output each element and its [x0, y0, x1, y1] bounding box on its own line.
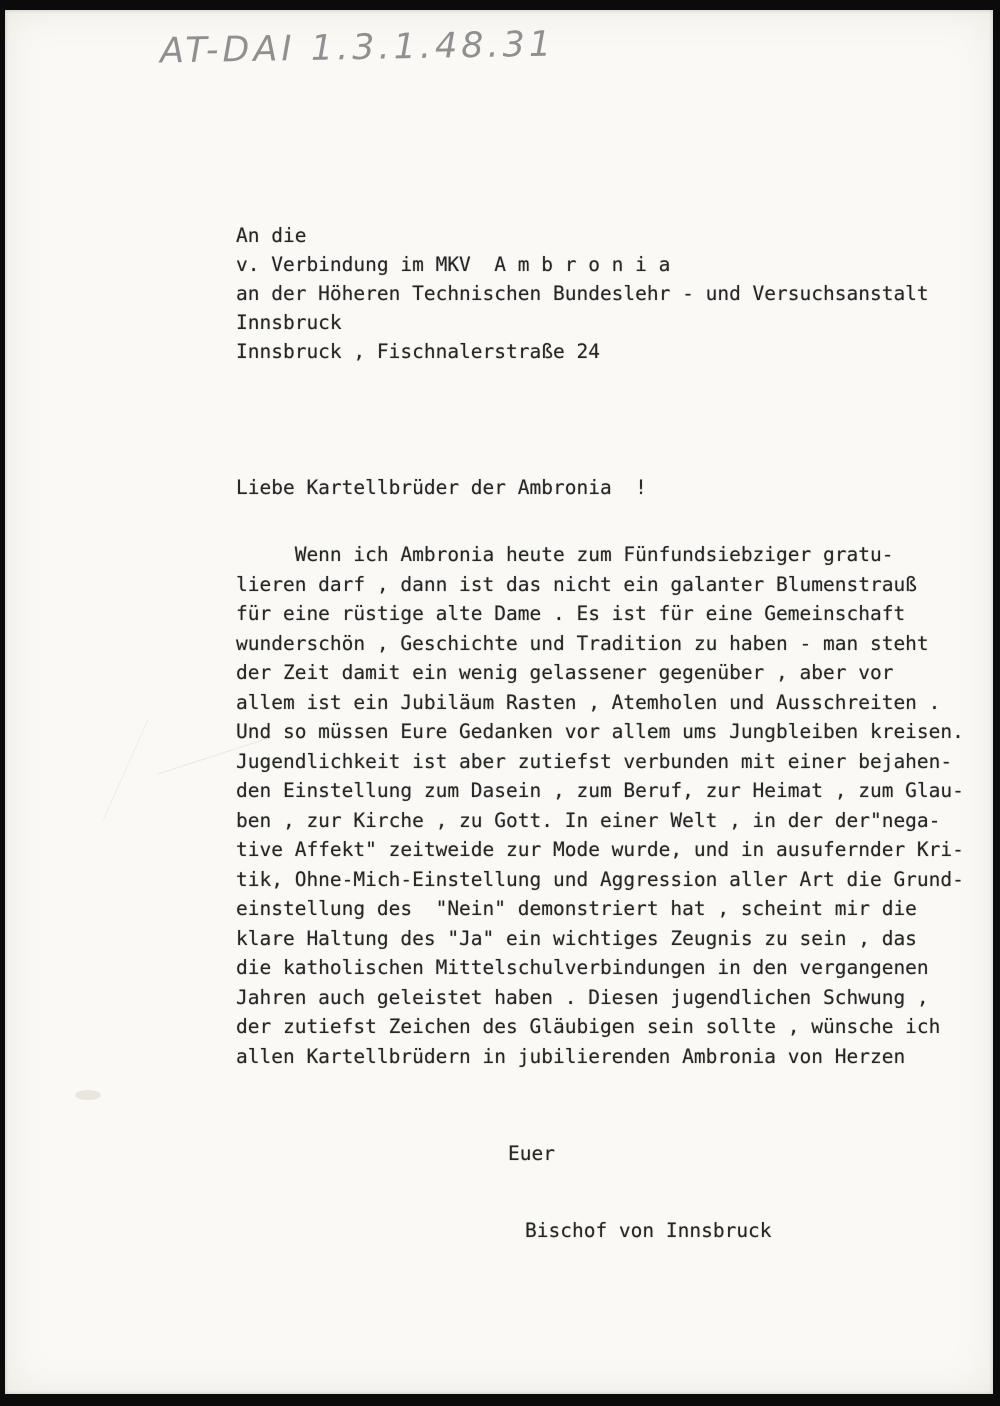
closing-line: Euer [508, 1142, 555, 1165]
body-line: ben , zur Kirche , zu Gott. In einer Welt , in der der"nega- [236, 808, 941, 832]
recipient-line: an der Höheren Technischen Bundeslehr - und Versuchsanstalt [236, 282, 929, 305]
body-line: wunderschön , Geschichte und Tradition zu haben - man steht [236, 631, 929, 655]
body-line: der zutiefst Zeichen des Gläubigen sein sollte , wünsche ich [236, 1015, 941, 1038]
scan-scratch-artifact [103, 720, 149, 821]
body-line: Und so müssen Eure Gedanken vor allem ums Jungbleiben kreisen. [236, 720, 964, 743]
letter-body [236, 540, 964, 1071]
recipient-line: Innsbruck , Fischnalerstraße 24 [236, 340, 600, 363]
body-line: Wenn ich Ambronia heute zum Fünfundsiebziger gratu- [236, 543, 894, 566]
archive-reference-annotation: AT-DAI 1.3.1.48.31 [159, 24, 556, 72]
body-line: Jugendlichkeit ist aber zutiefst verbunden mit einer bejahen- [236, 749, 953, 773]
body-line: lieren darf , dann ist das nicht ein galanter Blumenstrauß [236, 572, 917, 596]
paper-sheet [5, 10, 993, 1394]
body-line: einstellung des "Nein" demonstriert hat , scheint mir die [236, 897, 917, 920]
recipient-address-block [236, 221, 929, 366]
body-line: allem ist ein Jubiläum Rasten , Atemholen und Ausschreiten . [236, 690, 941, 714]
body-line: tik, Ohne-Mich-Einstellung und Aggression aller Art die Grund- [236, 867, 964, 891]
scan-smudge-artifact [75, 1090, 101, 1100]
body-line: der Zeit damit ein wenig gelassener gegenüber , aber vor [236, 661, 894, 684]
body-line: Jahren auch geleistet haben . Diesen jugendlichen Schwung , [236, 985, 929, 1009]
recipient-line: An die [236, 224, 307, 247]
body-line: klare Haltung des "Ja" ein wichtiges Zeugnis zu sein , das [236, 926, 917, 950]
body-line: den Einstellung zum Dasein , zum Beruf, zur Heimat , zum Glau- [236, 779, 964, 802]
body-line: für eine rüstige alte Dame . Es ist für eine Gemeinschaft [236, 602, 906, 625]
recipient-line: v. Verbindung im MKV A m b r o n i a [236, 253, 671, 276]
salutation-line: Liebe Kartellbrüder der Ambronia ! [236, 476, 647, 499]
recipient-line: Innsbruck [236, 311, 342, 334]
body-line: allen Kartellbrüdern in jubilierenden Ambronia von Herzen [236, 1044, 906, 1068]
body-line: tive Affekt" zeitweide zur Mode wurde, und in ausufernder Kri- [236, 838, 964, 861]
body-line: die katholischen Mittelschulverbindungen in den vergangenen [236, 956, 929, 979]
signature-line: Bischof von Innsbruck [525, 1219, 772, 1242]
